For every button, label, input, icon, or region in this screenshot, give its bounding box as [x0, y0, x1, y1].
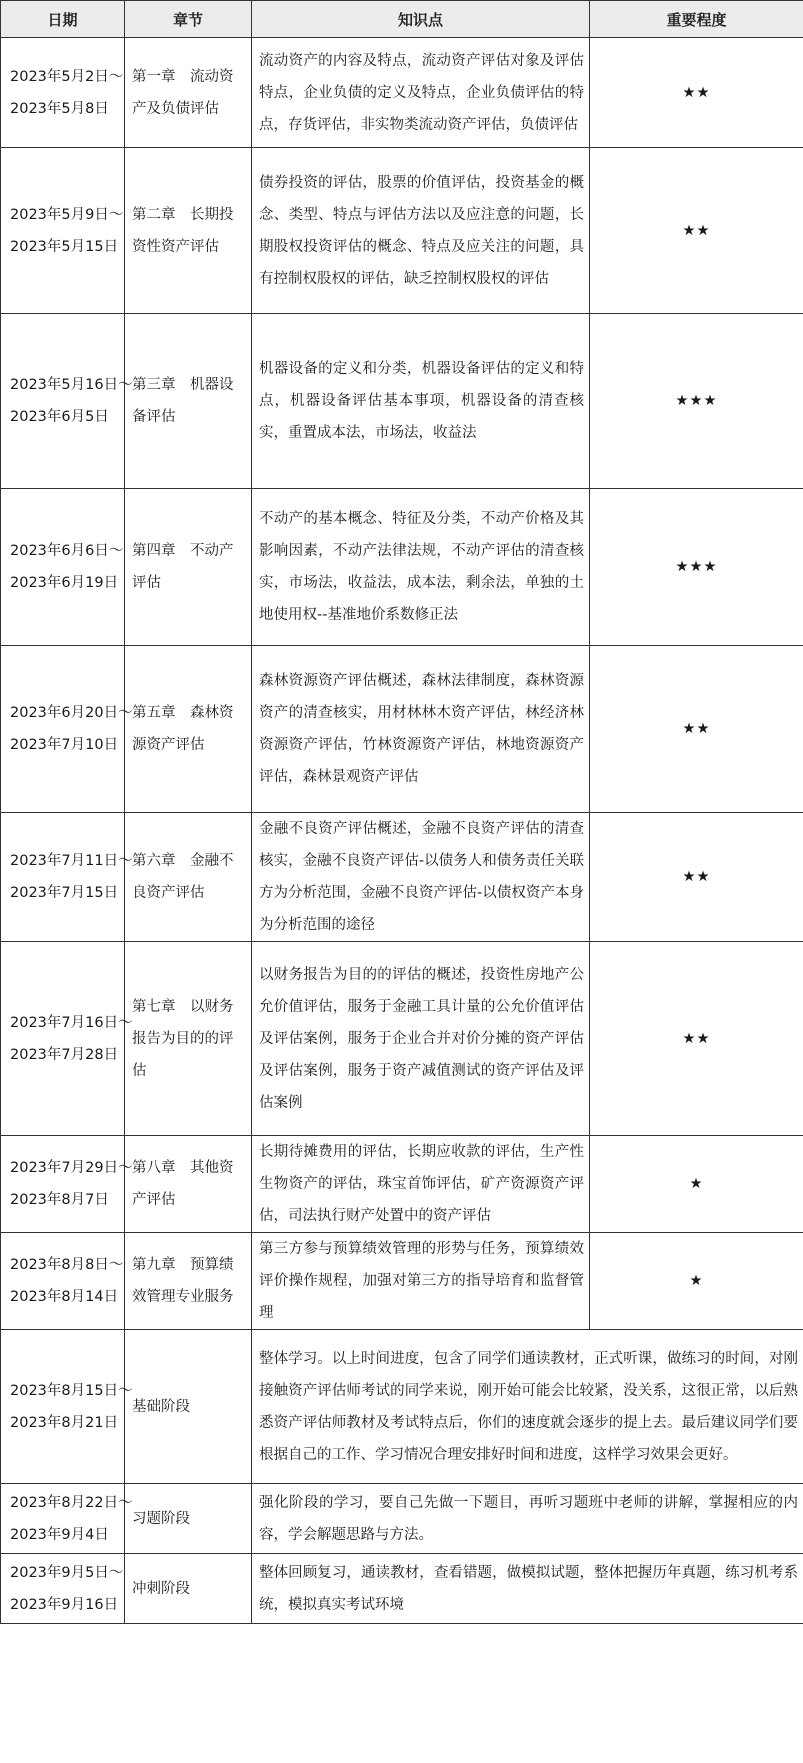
importance-stars: ★★★ — [590, 489, 803, 646]
date-start: 2023年5月16日～ — [10, 377, 133, 393]
date-end: 2023年9月4日 — [10, 1526, 109, 1543]
chapter-cell: 第七章 以财务报告为目的的评估 — [125, 942, 252, 1136]
points-cell: 流动资产的内容及特点，流动资产评估对象及评估特点，企业负债的定义及特点，企业负债评估的特点，存货评估，非实物类流动资产评估，负债评估 — [252, 38, 590, 148]
date-end: 2023年5月15日 — [10, 238, 119, 255]
points-cell: 债券投资的评估，股票的价值评估，投资基金的概念、类型、特点与评估方法以及应注意的问题，长期股权投资评估的概念、特点及应关注的问题，具有控制权股权的评估，缺乏控制权股权的评估 — [252, 148, 590, 314]
importance-stars: ★★ — [590, 38, 803, 148]
table-row — [1, 1136, 803, 1233]
header-chapter: 章节 — [125, 1, 252, 38]
date-end: 2023年8月14日 — [10, 1289, 119, 1305]
chapter-cell: 第二章 长期投资性资产评估 — [125, 148, 252, 314]
date-cell — [1, 646, 133, 813]
table-row — [1, 1233, 803, 1330]
table-row — [1, 813, 803, 942]
importance-stars: ★★ — [590, 646, 803, 813]
date-start: 2023年7月16日～ — [10, 1014, 133, 1031]
date-cell — [1, 38, 125, 148]
chapter-cell: 第一章 流动资产及负债评估 — [125, 38, 252, 148]
table-row — [1, 314, 803, 489]
stage-description-cell: 整体回顾复习，通读教材，查看错题，做模拟试题，整体把握历年真题，练习机考系统，模拟真实考试环境 — [252, 1554, 803, 1624]
importance-stars: ★★ — [590, 813, 803, 942]
chapter-cell: 第三章 机器设备评估 — [125, 314, 252, 489]
date-end: 2023年7月28日 — [10, 1046, 119, 1063]
date-cell — [1, 1233, 125, 1330]
date-start: 2023年5月2日～ — [10, 68, 124, 85]
points-cell: 不动产的基本概念、特征及分类，不动产价格及其影响因素，不动产法律法规，不动产评估的清查核实，市场法，收益法，成本法，剩余法，单独的土地使用权--基准地价系数修正法 — [252, 489, 590, 646]
date-end: 2023年7月15日 — [10, 885, 119, 901]
stage-row — [1, 1330, 803, 1484]
date-start: 2023年7月11日～ — [10, 853, 133, 869]
date-start: 2023年9月5日～ — [10, 1564, 124, 1581]
chapter-cell: 第四章 不动产评估 — [125, 489, 252, 646]
chapter-cell: 第八章 其他资产评估 — [125, 1136, 252, 1233]
header-points: 知识点 — [252, 1, 590, 38]
date-start: 2023年6月20日～ — [10, 705, 133, 721]
stage-row — [1, 1484, 803, 1554]
importance-stars: ★★ — [590, 148, 803, 314]
table-row — [1, 38, 803, 148]
importance-stars: ★ — [590, 1136, 803, 1233]
date-start: 2023年8月15日～ — [10, 1382, 133, 1399]
stage-name-cell: 习题阶段 — [125, 1484, 252, 1554]
date-cell — [1, 489, 125, 646]
date-cell — [1, 1554, 125, 1624]
points-cell: 长期待摊费用的评估，长期应收款的评估，生产性生物资产的评估，珠宝首饰评估，矿产资源资产评估，司法执行财产处置中的资产评估 — [252, 1136, 590, 1233]
points-cell: 机器设备的定义和分类，机器设备评估的定义和特点，机器设备评估基本事项，机器设备的清查核实，重置成本法，市场法，收益法 — [252, 314, 590, 489]
header-importance: 重要程度 — [590, 1, 803, 38]
table-row — [1, 942, 803, 1136]
date-cell — [1, 314, 133, 489]
date-cell — [1, 148, 125, 314]
date-start: 2023年8月8日～ — [10, 1257, 124, 1273]
stage-name-cell: 基础阶段 — [125, 1330, 252, 1484]
date-start: 2023年7月29日～ — [10, 1160, 133, 1176]
chapter-cell: 第五章 森林资源资产评估 — [125, 646, 252, 813]
stage-description-cell: 强化阶段的学习，要自己先做一下题目，再听习题班中老师的讲解，掌握相应的内容，学会解题思路与方法。 — [252, 1484, 803, 1554]
chapter-cell: 第九章 预算绩效管理专业服务 — [125, 1233, 252, 1330]
date-end: 2023年5月8日 — [10, 100, 109, 117]
date-end: 2023年8月21日 — [10, 1414, 119, 1431]
header-date: 日期 — [1, 1, 125, 38]
table-row — [1, 489, 803, 646]
points-cell: 森林资源资产评估概述，森林法律制度，森林资源资产的清查核实，用材林林木资产评估，林经济林资源资产评估，竹林资源资产评估，林地资源资产评估，森林景观资产评估 — [252, 646, 590, 813]
points-cell: 第三方参与预算绩效管理的形势与任务，预算绩效评价操作规程，加强对第三方的指导培育和监督管理 — [252, 1233, 590, 1330]
table-header-row — [1, 1, 803, 38]
date-cell — [1, 1330, 133, 1484]
importance-stars: ★ — [590, 1233, 803, 1330]
date-cell — [1, 942, 133, 1136]
date-end: 2023年9月16日 — [10, 1596, 119, 1613]
importance-stars: ★★ — [590, 942, 803, 1136]
date-start: 2023年8月22日～ — [10, 1494, 133, 1511]
date-cell — [1, 1136, 133, 1233]
date-cell — [1, 1484, 133, 1554]
date-start: 2023年5月9日～ — [10, 206, 124, 223]
table-row — [1, 646, 803, 813]
table-row — [1, 148, 803, 314]
date-end: 2023年6月5日 — [10, 409, 109, 425]
date-end: 2023年7月10日 — [10, 737, 119, 753]
points-cell: 金融不良资产评估概述，金融不良资产评估的清查核实，金融不良资产评估-以债务人和债务责任关联方为分析范围，金融不良资产评估-以债权资产本身为分析范围的途径 — [252, 813, 590, 942]
chapter-cell: 第六章 金融不良资产评估 — [125, 813, 252, 942]
stage-name-cell: 冲刺阶段 — [125, 1554, 252, 1624]
date-start: 2023年6月6日～ — [10, 543, 124, 559]
stage-row — [1, 1554, 803, 1624]
date-cell — [1, 813, 133, 942]
importance-stars: ★★★ — [590, 314, 803, 489]
points-cell: 以财务报告为目的的评估的概述，投资性房地产公允价值评估，服务于金融工具计量的公允价值评估及评估案例，服务于企业合并对价分摊的资产评估及评估案例，服务于资产减值测试的资产评估及评估案例 — [252, 942, 590, 1136]
stage-description-cell: 整体学习。以上时间进度，包含了同学们通读教材，正式听课，做练习的时间，对刚接触资产评估师考试的同学来说，刚开始可能会比较紧，没关系，这很正常，以后熟悉资产评估师教材及考试特点后，你们的速度就会逐步的提上去。最后建议同学们要根据自己的工作、学习情况合理安排好时间和进度，这样学习效果会更好。 — [252, 1330, 803, 1484]
date-end: 2023年8月7日 — [10, 1192, 109, 1208]
date-end: 2023年6月19日 — [10, 575, 119, 591]
